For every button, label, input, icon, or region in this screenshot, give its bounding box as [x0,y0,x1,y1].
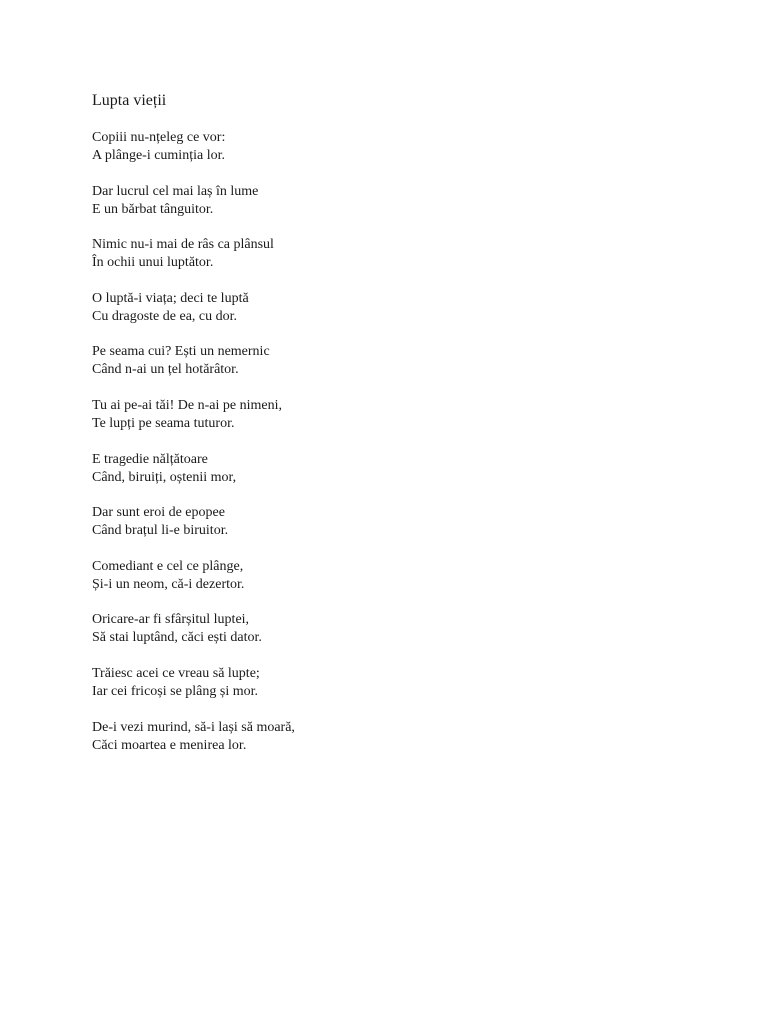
poem-line: Dar sunt eroi de epopee [92,505,225,521]
poem-title: Lupta vieții [92,92,167,109]
poem-line: A plânge-i cuminția lor. [92,148,225,163]
stanza [92,611,295,665]
stanza [92,183,295,237]
poem-line: În ochii unui luptător. [92,255,214,271]
poem-line: Pe seama cui? Ești un nemernic [92,344,270,360]
poem-line: Căci moartea e menirea lor. [92,737,247,753]
stanza [92,665,295,719]
stanza [92,397,295,451]
stanza [92,236,295,290]
stanza [92,719,295,773]
poem-line: Copiii nu-nțeleg ce vor: [92,130,226,145]
poem-body [92,129,295,772]
poem-line: Să stai luptând, căci ești dator. [92,630,262,646]
poem-line: Și-i un neom, că-i dezertor. [92,576,245,592]
poem-line: Când n-ai un țel hotărâtor. [92,362,239,378]
stanza [92,129,295,183]
poem-line: Te lupți pe seama tuturor. [92,415,235,431]
poem-line: Trăiesc acei ce vreau să lupte; [92,665,260,681]
stanza [92,504,295,558]
poem-line: E tragedie nălțătoare [92,451,208,467]
poem-line: Cu dragoste de ea, cu dor. [92,308,238,324]
poem-line: Iar cei fricoși se plâng și mor. [92,683,259,699]
poem-line: Comediant e cel ce plânge, [92,558,244,574]
stanza [92,451,295,505]
poem-line: Dar lucrul cel mai laș în lume [92,183,259,199]
poem-line: E un bărbat tânguitor. [92,201,214,217]
poem-line: Tu ai pe-ai tăi! De n-ai pe nimeni, [92,397,282,413]
poem-line: Când, biruiți, oștenii mor, [92,469,237,485]
stanza [92,290,295,344]
poem-line: De-i vezi murind, să-i lași să moară, [92,719,295,735]
stanza [92,558,295,612]
poem-line: O luptă-i viața; deci te luptă [92,290,249,306]
stanza [92,343,295,397]
poem-line: Oricare-ar fi sfârșitul luptei, [92,612,250,628]
poem-line: Nimic nu-i mai de râs ca plânsul [92,237,274,253]
poem-line: Când brațul li-e biruitor. [92,523,229,539]
